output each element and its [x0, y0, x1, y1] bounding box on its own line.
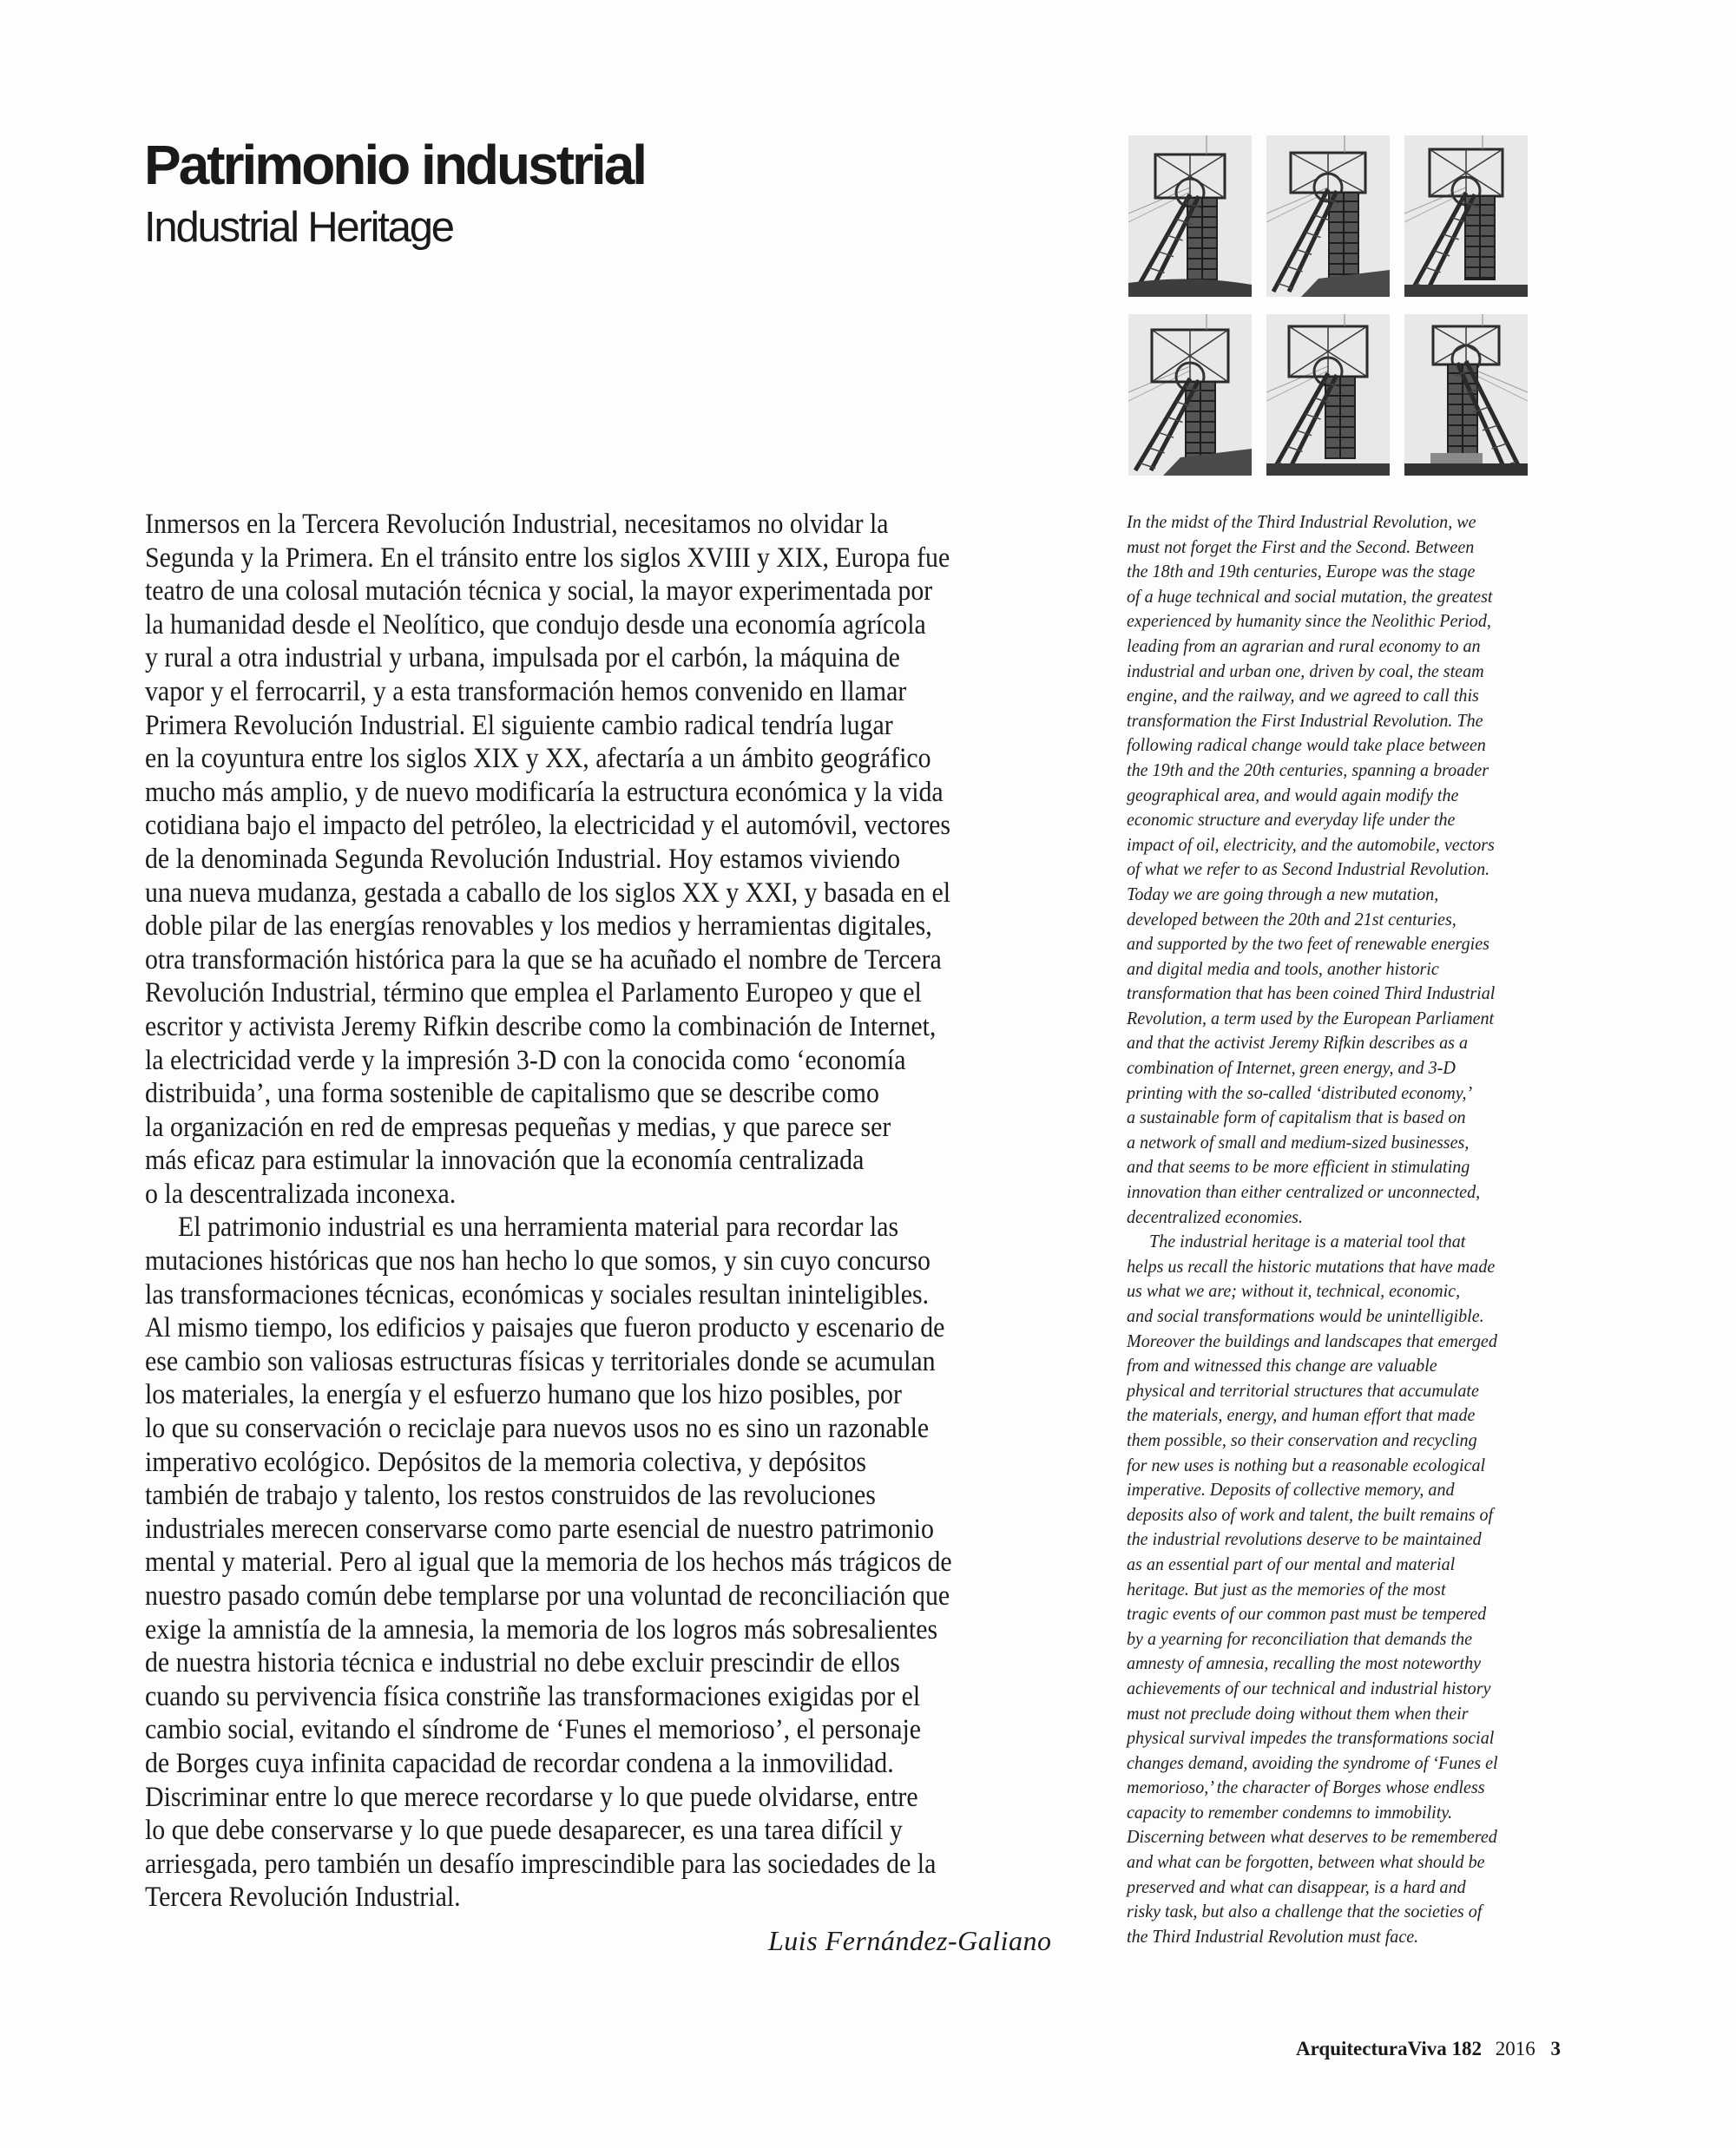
spanish-text-line: de nuestra historia técnica e industrial no debe excluir prescindir de ellos [145, 1647, 900, 1679]
spanish-text-line: Discriminar entre lo que merece recordarse y lo que puede olvidarse, entre [145, 1781, 918, 1813]
winding-tower-photo [1128, 135, 1252, 297]
spanish-text-line: Primera Revolución Industrial. El siguiente cambio radical tendría lugar [145, 709, 893, 741]
winding-tower-photo [1128, 314, 1252, 476]
english-text-line: the industrial revolutions deserve to be maintained [1127, 1528, 1482, 1550]
english-text-line: Revolution, a term used by the European Parliament [1127, 1007, 1495, 1028]
english-text-line: capacity to remember condemns to immobility. [1127, 1801, 1453, 1823]
magazine-name: ArquitecturaViva 182 [1296, 2038, 1483, 2059]
english-text-line: impact of oil, electricity, and the automobile, vectors [1127, 833, 1495, 855]
english-text-line: and social transformations would be unintelligible. [1127, 1305, 1484, 1326]
spanish-text-line: Revolución Industrial, término que emplea el Parlamento Europeo y que el [145, 977, 922, 1009]
spanish-text-line: cotidiana bajo el impacto del petróleo, la electricidad y el automóvil, vectores [145, 810, 950, 842]
spanish-text-line: industriales merecen conservarse como parte esencial de nuestro patrimonio [145, 1513, 934, 1545]
english-text-line: from and witnessed this change are valuable [1127, 1355, 1437, 1376]
spanish-text-line: una nueva mudanza, gestada a caballo de los siglos XX y XXI, y basada en el [145, 877, 951, 909]
english-text-line: for new uses is nothing but a reasonable ecological [1127, 1454, 1486, 1475]
english-text-line: In the midst of the Third Industrial Revolution, we [1127, 511, 1476, 532]
spanish-text-line: la organización en red de empresas pequeñas y medias, y que parece ser [145, 1111, 891, 1143]
english-text-line: decentralized economies. [1127, 1205, 1304, 1227]
spanish-text-line: imperativo ecológico. Depósitos de la memoria colectiva, y depósitos [145, 1446, 867, 1478]
spanish-text-line: mutaciones históricas que nos han hecho lo que somos, y sin cuyo concurso [145, 1245, 930, 1278]
english-text-line: engine, and the railway, and we agreed to call this [1127, 685, 1479, 706]
spanish-text-line: cambio social, evitando el síndrome de ‘Funes el memorioso’, el personaje [145, 1714, 922, 1746]
spanish-text-line: ese cambio son valiosas estructuras físicas y territoriales donde se acumulan [145, 1345, 936, 1377]
winding-tower-photo [1266, 314, 1390, 476]
english-text-line: economic structure and everyday life under the [1127, 809, 1456, 831]
spanish-text-line: también de trabajo y talento, los restos construidos de las revoluciones [145, 1480, 876, 1512]
english-text-line: amnesty of amnesia, recalling the most noteworthy [1127, 1652, 1482, 1674]
english-text-line: of what we refer to as Second Industrial Revolution. [1127, 858, 1490, 880]
spanish-text-line: Inmersos en la Tercera Revolución Industrial, necesitamos no olvidar la [145, 509, 889, 540]
english-text-line: achievements of our technical and industrial history [1127, 1677, 1491, 1698]
spanish-text-line: de la denominada Segunda Revolución Industrial. Hoy estamos viviendo [145, 843, 901, 875]
english-text-line: transformation the First Industrial Revolution. The [1127, 709, 1483, 731]
spanish-text-line: Segunda y la Primera. En el tránsito entre los siglos XVIII y XIX, Europa fue [145, 542, 950, 574]
english-text-line: memorioso,’ the character of Borges whose endless [1127, 1777, 1485, 1798]
spanish-text-line: lo que debe conservarse y lo que puede desaparecer, es una tarea difícil y [145, 1815, 903, 1847]
spanish-text-line: escritor y activista Jeremy Rifkin describe como la combinación de Internet, [145, 1010, 937, 1042]
english-text-line: leading from an agrarian and rural economy to an [1127, 634, 1481, 656]
english-text-line: the 19th and the 20th centuries, spanning a broader [1127, 759, 1489, 780]
english-text-line: heritage. But just as the memories of the most [1127, 1578, 1446, 1600]
photo-grid [1128, 135, 1528, 476]
spanish-text-line: lo que su conservación o reciclaje para nuevos usos no es sino un razonable [145, 1413, 930, 1445]
english-text-line: a sustainable form of capitalism that is based on [1127, 1107, 1466, 1128]
spanish-text-line: de Borges cuya infinita capacidad de recordar condena a la inmovilidad. [145, 1747, 894, 1779]
spanish-text-line: vapor y el ferrocarril, y a esta transformación hemos convenido en llamar [145, 675, 907, 707]
english-text-line: deposits also of work and talent, the built remains of [1127, 1503, 1494, 1525]
spanish-body-text [145, 508, 1108, 1915]
spanish-text-line: o la descentralizada inconexa. [145, 1178, 457, 1210]
english-text-line: must not forget the First and the Second. Between [1127, 535, 1475, 557]
english-text-line: Discerning between what deserves to be remembered [1127, 1826, 1497, 1848]
headframe-illustration [1128, 314, 1252, 476]
issue-year: 2016 [1495, 2038, 1535, 2059]
english-text-line: physical and territorial structures that accumulate [1127, 1379, 1479, 1401]
headframe-illustration [1266, 314, 1390, 476]
spanish-text-line: otra transformación histórica para la que se ha acuñado el nombre de Tercera [145, 943, 942, 975]
english-text-line: Moreover the buildings and landscapes that emerged [1127, 1330, 1497, 1351]
author-signature: Luis Fernández-Galiano [768, 1925, 1052, 1956]
english-text-line: and that seems to be more efficient in stimulating [1127, 1156, 1470, 1178]
english-text-line: and supported by the two feet of renewable energies [1127, 933, 1489, 955]
spanish-text-line: más eficaz para estimular la innovación que la economía centralizada [145, 1145, 865, 1177]
spanish-text-line: exige la amnistía de la amnesia, la memoria de los logros más sobresalientes [145, 1613, 938, 1645]
english-text-line: must not preclude doing without them when their [1127, 1702, 1469, 1724]
english-text-line: experienced by humanity since the Neolithic Period, [1127, 610, 1491, 632]
winding-tower-photo [1266, 135, 1390, 297]
headframe-illustration [1404, 314, 1528, 476]
page-subtitle: Industrial Heritage [144, 204, 453, 251]
headframe-illustration [1404, 135, 1528, 297]
english-text-line: physical survival impedes the transformations social [1127, 1727, 1495, 1749]
english-text-line: the 18th and 19th centuries, Europe was the stage [1127, 561, 1476, 582]
page-footer [1296, 2038, 1561, 2060]
english-text-line: developed between the 20th and 21st centuries, [1127, 908, 1457, 929]
english-text-line: changes demand, avoiding the syndrome of ‘Funes el [1127, 1751, 1498, 1773]
english-text-line: combination of Internet, green energy, and 3-D [1127, 1057, 1456, 1079]
winding-tower-photo [1404, 135, 1528, 297]
english-text-line: a network of small and medium-sized businesses, [1127, 1131, 1470, 1153]
spanish-text-line: la electricidad verde y la impresión 3-D con la conocida como ‘economía [145, 1044, 906, 1076]
english-text-line: us what we are; without it, technical, economic, [1127, 1280, 1461, 1302]
english-text-line: imperative. Deposits of collective memory, and [1127, 1479, 1455, 1501]
english-text-line: and digital media and tools, another historic [1127, 957, 1439, 979]
english-text-line: industrial and urban one, driven by coal, the steam [1127, 660, 1484, 681]
english-text-line: Today we are going through a new mutation, [1127, 883, 1439, 904]
english-text-line: by a yearning for reconciliation that demands the [1127, 1627, 1473, 1649]
headframe-illustration [1128, 135, 1252, 297]
english-text-line: and that the activist Jeremy Rifkin describes as a [1127, 1032, 1468, 1054]
english-text-line: The industrial heritage is a material tool that [1149, 1231, 1466, 1252]
english-text-line: printing with the so-called ‘distributed economy,’ [1127, 1081, 1473, 1103]
english-text-line: the materials, energy, and human effort that made [1127, 1404, 1476, 1426]
english-text-line: tragic events of our common past must be tempered [1127, 1603, 1487, 1625]
headframe-illustration [1266, 135, 1390, 297]
spanish-text-line: El patrimonio industrial es una herramienta material para recordar las [178, 1212, 899, 1244]
english-text-line: risky task, but also a challenge that the societies of [1127, 1901, 1483, 1922]
english-text-line: of a huge technical and social mutation, the greatest [1127, 585, 1493, 607]
spanish-text-line: doble pilar de las energías renovables y los medios y herramientas digitales, [145, 910, 932, 943]
spanish-text-line: distribuida’, una forma sostenible de capitalismo que se describe como [145, 1078, 879, 1110]
spanish-text-line: las transformaciones técnicas, económicas y sociales resultan ininteligibles. [145, 1278, 930, 1310]
english-text-line: as an essential part of our mental and material [1127, 1553, 1456, 1574]
english-text-line: transformation that has been coined Third Industrial [1127, 982, 1496, 1004]
spanish-text-line: mental y material. Pero al igual que la memoria de los hechos más trágicos de [145, 1547, 952, 1579]
english-text-line: and what can be forgotten, between what should be [1127, 1851, 1485, 1873]
page-title: Patrimonio industrial [144, 134, 646, 196]
spanish-text-line: Al mismo tiempo, los edificios y paisajes que fueron producto y escenario de [145, 1312, 945, 1344]
spanish-text-line: arriesgada, pero también un desafío imprescindible para las sociedades de la [145, 1848, 937, 1880]
english-text-line: geographical area, and would again modify the [1127, 784, 1459, 805]
spanish-text-line: mucho más amplio, y de nuevo modificaría la estructura económica y la vida [145, 776, 944, 808]
english-text-line: following radical change would take place between [1127, 734, 1486, 756]
spanish-text-line: nuestro pasado común debe templarse por una voluntad de reconciliación que [145, 1580, 950, 1612]
english-body-text [1127, 509, 1595, 1948]
winding-tower-photo [1404, 314, 1528, 476]
english-text-line: innovation than either centralized or unconnected, [1127, 1181, 1481, 1203]
page-number: 3 [1550, 2038, 1562, 2059]
spanish-text-line: la humanidad desde el Neolítico, que condujo desde una economía agrícola [145, 608, 926, 640]
english-text-line: them possible, so their conservation and recycling [1127, 1429, 1477, 1450]
spanish-text-line: los materiales, la energía y el esfuerzo humano que los hizo posibles, por [145, 1379, 902, 1411]
spanish-text-line: cuando su pervivencia física constriñe las transformaciones exigidas por el [145, 1680, 921, 1712]
spanish-text-line: en la coyuntura entre los siglos XIX y XX, afectaría a un ámbito geográfico [145, 743, 931, 775]
spanish-text-line: Tercera Revolución Industrial. [145, 1882, 461, 1914]
english-text-line: helps us recall the historic mutations that have made [1127, 1255, 1496, 1277]
spanish-text-line: teatro de una colosal mutación técnica y social, la mayor experimentada por [145, 575, 933, 608]
english-text-line: preserved and what can disappear, is a hard and [1127, 1875, 1466, 1897]
english-text-line: the Third Industrial Revolution must face. [1127, 1925, 1419, 1947]
spanish-text-line: y rural a otra industrial y urbana, impulsada por el carbón, la máquina de [145, 642, 900, 674]
